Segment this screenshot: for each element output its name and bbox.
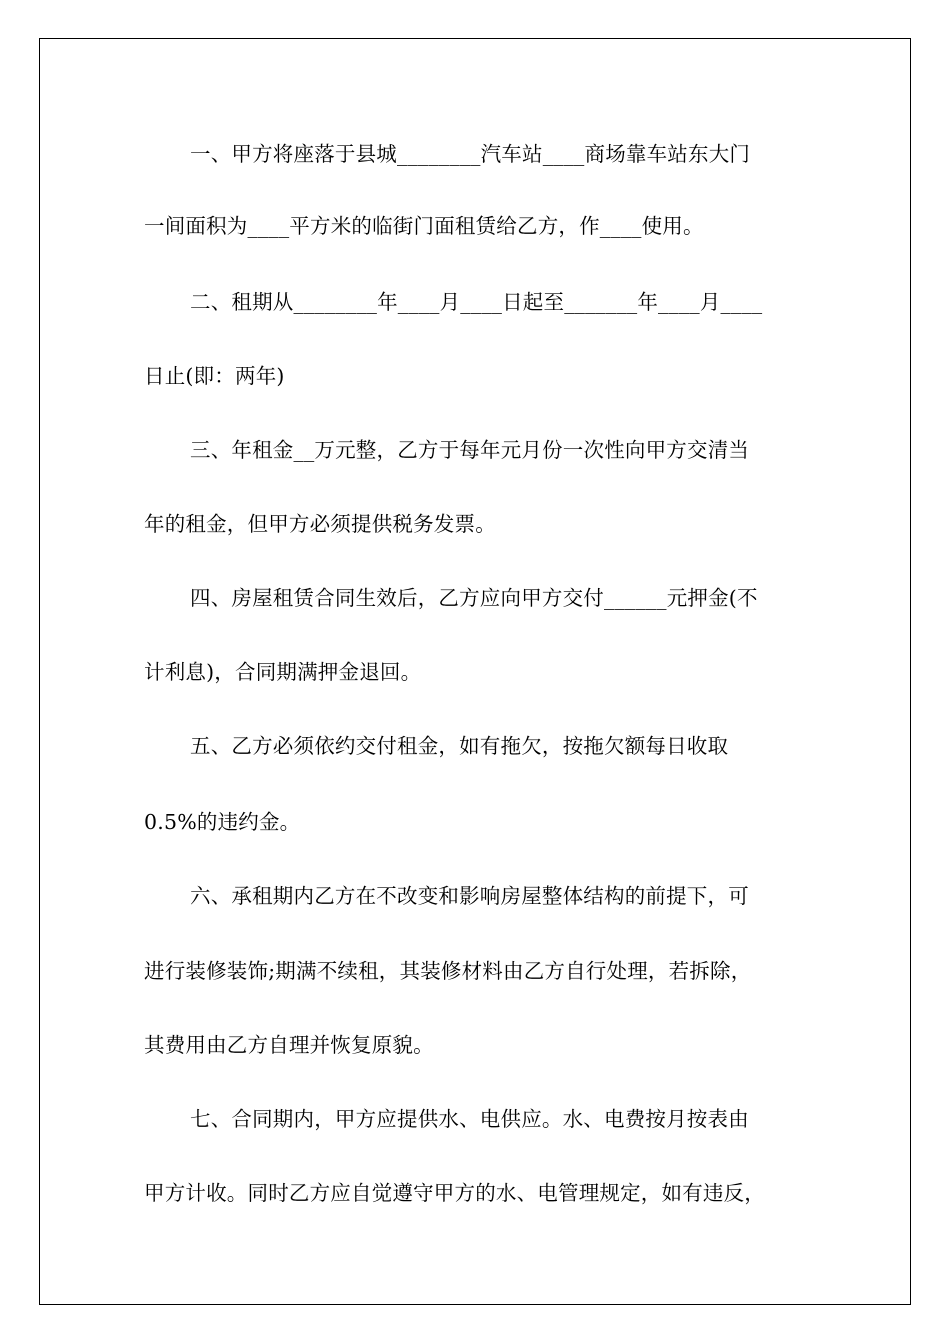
clause-4-line-1: 四、房屋租赁合同生效后，乙方应向甲方交付______元押金(不	[190, 586, 758, 610]
clause-5-line-2: 0.5%的违约金。	[144, 810, 301, 834]
clause-2-line-2: 日止(即：两年)	[144, 364, 285, 388]
clause-7-line-2: 甲方计收。同时乙方应自觉遵守甲方的水、电管理规定，如有违反，	[144, 1181, 765, 1205]
clause-2-line-1: 二、租期从________年____月____日起至_______年____月____	[190, 290, 763, 314]
clause-4-line-2: 计利息)，合同期满押金退回。	[144, 660, 422, 684]
clause-3-line-2: 年的租金，但甲方必须提供税务发票。	[144, 512, 496, 536]
clause-6-line-2: 进行装修装饰;期满不续租，其装修材料由乙方自行处理，若拆除，	[144, 959, 752, 983]
clause-6-line-3: 其费用由乙方自理并恢复原貌。	[144, 1033, 434, 1057]
clause-1-line-1: 一、甲方将座落于县城________汽车站____商场靠车站东大门	[190, 142, 751, 166]
clause-5-line-1: 五、乙方必须依约交付租金，如有拖欠，按拖欠额每日收取	[190, 734, 729, 758]
clause-1-line-2: 一间面积为____平方米的临街门面租赁给乙方，作____使用。	[144, 214, 704, 238]
clause-3-line-1: 三、年租金__万元整，乙方于每年元月份一次性向甲方交清当	[190, 438, 750, 462]
clause-6-line-1: 六、承租期内乙方在不改变和影响房屋整体结构的前提下，可	[190, 884, 749, 908]
clause-7-line-1: 七、合同期内，甲方应提供水、电供应。水、电费按月按表由	[190, 1107, 749, 1131]
